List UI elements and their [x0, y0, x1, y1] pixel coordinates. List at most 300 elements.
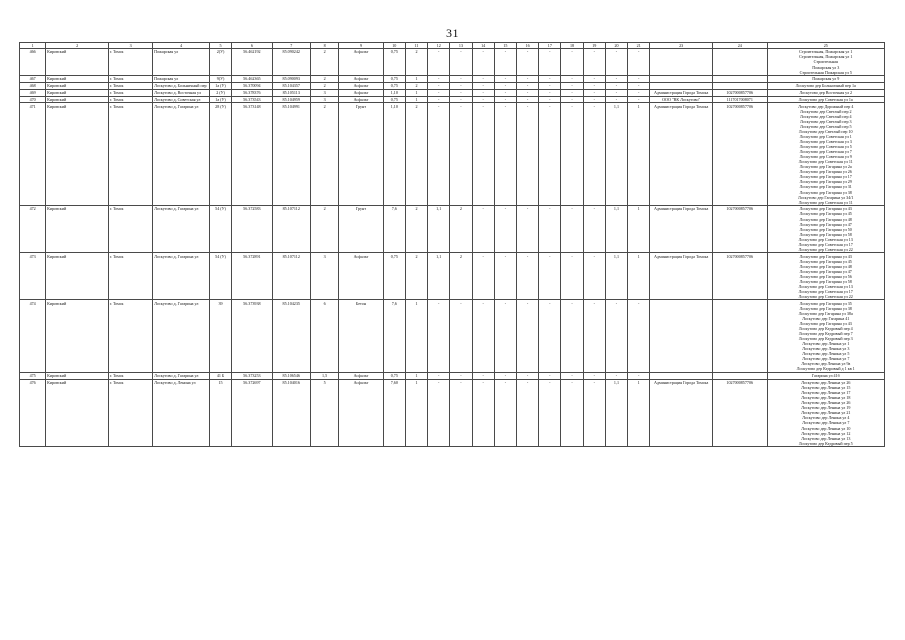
column-number-header: 5 — [209, 43, 231, 49]
surface-type-cell-text: Асфальт — [353, 90, 369, 96]
area-cell-text: 7,60 — [390, 380, 398, 386]
longitude-cell-text: 85.090093 — [282, 76, 300, 82]
street-cell-text: Лоскутово д, Гагарина ул — [154, 253, 199, 259]
served-address: Лоскутово дер Ленина ул 7 — [802, 420, 850, 426]
house-number-cell — [209, 49, 231, 76]
served-address: Лоскутово дер Советская ул 1 — [799, 134, 852, 139]
column-17-cell — [539, 82, 561, 89]
column-14-cell — [472, 379, 494, 446]
area-cell — [383, 206, 405, 253]
column-13-cell-text: - — [460, 83, 462, 89]
column-8-cell — [310, 103, 338, 206]
street-cell-text: Пожарская ул — [154, 76, 179, 82]
column-13-cell-text: - — [460, 103, 462, 109]
city-cell-text: г. Томск — [109, 253, 124, 259]
column-15-cell-text: - — [504, 103, 507, 109]
column-17-cell-text: - — [549, 380, 551, 386]
latitude-cell — [232, 89, 272, 96]
column-20-cell-text: - — [615, 90, 618, 96]
column-number-header: 20 — [605, 43, 627, 49]
surface-type-cell — [339, 372, 383, 379]
house-number-cell-text: 9(У) — [216, 76, 225, 82]
area-cell-text: 7,6 — [391, 206, 397, 212]
column-15-cell — [494, 82, 516, 89]
ogrn-cell-text: 1027000857706 — [726, 380, 754, 386]
row-number-cell — [20, 96, 46, 103]
column-13-cell — [450, 76, 472, 83]
column-12-cell-text: - — [438, 300, 440, 306]
city-cell — [108, 76, 152, 83]
city-cell-text: г. Томск — [109, 49, 124, 55]
served-address: Лоскутово дер Гагарина ул 47 — [799, 221, 852, 227]
column-21-cell — [628, 372, 650, 379]
area-cell-text: 0,75 — [390, 49, 398, 55]
served-addresses-cell — [767, 372, 884, 379]
column-21-cell — [628, 89, 650, 96]
house-number-cell — [209, 206, 231, 253]
ogrn-cell — [712, 76, 767, 83]
served-address: Лоскутово дер Советская ул 11 — [798, 199, 853, 205]
served-address: Лоскутово дер Ленина ул 26 — [801, 380, 851, 386]
surface-type-cell — [339, 76, 383, 83]
column-12-cell-text: 1,1 — [436, 253, 442, 259]
district-cell — [46, 379, 109, 446]
latitude-cell — [232, 82, 272, 89]
street-cell — [153, 82, 210, 89]
served-address: Лоскутово дер Гагарина ул 34/1 — [798, 194, 854, 200]
district-cell-text: Кировский — [47, 206, 67, 212]
served-address: Лоскутово дер Гагарина ул 48 — [799, 216, 852, 222]
column-8-cell-text: 3 — [323, 253, 326, 259]
served-address: Лоскутово дер Ленина ул 15 — [801, 385, 851, 391]
longitude-cell-text: 85.104016 — [282, 380, 300, 386]
column-number-header: 24 — [712, 43, 767, 49]
column-18-cell-text: - — [571, 373, 573, 379]
surface-type-cell — [339, 96, 383, 103]
street-cell-text: Лоскутово д, Гагарина ул — [154, 373, 199, 379]
column-number-header: 13 — [450, 43, 472, 49]
row-number-cell — [20, 82, 46, 89]
street-cell — [153, 253, 210, 300]
column-18-cell — [561, 96, 583, 103]
table-row — [20, 206, 885, 253]
column-11-cell-text: 1 — [415, 96, 418, 102]
column-19-cell — [583, 89, 605, 96]
column-21-cell-text: - — [638, 300, 640, 306]
column-number-header: 3 — [108, 43, 152, 49]
column-12-cell — [428, 89, 450, 96]
served-address: Лоскутово дер Ленина ул 5 — [802, 351, 850, 357]
longitude-cell-text: 85.106546 — [282, 373, 300, 379]
city-cell — [108, 372, 152, 379]
column-17-cell — [539, 96, 561, 103]
column-20-cell — [605, 76, 627, 83]
column-13-cell-text: - — [460, 76, 462, 82]
column-13-cell — [450, 372, 472, 379]
served-addresses-cell — [767, 379, 884, 446]
area-cell — [383, 103, 405, 206]
column-15-cell-text: - — [504, 49, 507, 55]
latitude-cell-text: 56.373253 — [243, 373, 261, 379]
column-11-cell-text: 2 — [415, 206, 418, 212]
served-address: Лоскутово дер Гагарина ул 17 — [799, 174, 852, 180]
column-21-cell-text: 1 — [637, 206, 640, 212]
longitude-cell — [272, 76, 310, 83]
served-address: Лоскутово дер Кедровый пер 5 — [798, 440, 853, 446]
house-number-cell-text: 41 Б — [216, 373, 225, 379]
city-cell — [108, 82, 152, 89]
column-17-cell — [539, 76, 561, 83]
column-20-cell-text: 1,1 — [613, 103, 620, 109]
served-address: Лоскутово дер Гагарина ул 26 — [799, 169, 852, 175]
owner-cell — [650, 103, 713, 206]
owner-cell — [650, 49, 713, 76]
column-16-cell-text: - — [526, 373, 529, 379]
district-cell-text: Кировский — [47, 373, 67, 379]
column-8-cell-text: 2 — [323, 49, 326, 55]
column-21-cell — [628, 49, 650, 76]
longitude-cell-text: 85.104235 — [282, 300, 300, 306]
street-cell-text: Лоскутово д, Больничный пер — [154, 83, 207, 89]
column-12-cell — [428, 206, 450, 253]
column-14-cell-text: - — [482, 380, 484, 386]
street-cell — [153, 49, 210, 76]
latitude-cell — [232, 300, 272, 372]
registry-table — [19, 42, 885, 447]
column-11-cell — [405, 206, 427, 253]
area-cell — [383, 96, 405, 103]
column-number-header: 16 — [517, 43, 539, 49]
served-address: Лоскутово дер Ленина ул 9а — [801, 361, 851, 367]
column-8-cell — [310, 96, 338, 103]
district-cell-text: Кировский — [47, 103, 67, 109]
column-13-cell — [450, 103, 472, 206]
longitude-cell-text: 85.104959 — [282, 96, 300, 102]
row-number-cell — [20, 89, 46, 96]
column-17-cell-text: - — [549, 49, 551, 55]
served-address: Строительная Пожарская ул 5 — [799, 69, 852, 75]
ogrn-cell-text: 1027000857706 — [726, 90, 754, 96]
house-number-cell — [209, 82, 231, 89]
district-cell — [46, 76, 109, 83]
column-18-cell — [561, 49, 583, 76]
served-address: Лоскутово дер Советская ул 22 — [798, 246, 853, 252]
column-15-cell — [494, 96, 516, 103]
column-21-cell-text: 1 — [637, 103, 640, 109]
column-13-cell-text: 2 — [459, 253, 462, 259]
street-cell-text: Лоскутово д, Восточная ул — [154, 90, 201, 96]
served-address: Лоскутово дер Гагарина ул 56 — [799, 273, 852, 279]
district-cell — [46, 96, 109, 103]
served-address: Лоскутово дер Светлый пер 4 — [799, 113, 852, 119]
table-row — [20, 76, 885, 83]
column-18-cell — [561, 300, 583, 372]
longitude-cell-text: 85.090242 — [282, 49, 300, 55]
column-15-cell-text: - — [504, 253, 507, 259]
owner-cell — [650, 379, 713, 446]
surface-type-cell-text: Бетон — [355, 300, 367, 306]
column-13-cell — [450, 82, 472, 89]
ogrn-cell — [712, 206, 767, 253]
column-21-cell-text: - — [638, 49, 640, 55]
column-11-cell-text: 1 — [415, 300, 418, 306]
served-address: Строительная — [813, 59, 838, 65]
column-19-cell — [583, 49, 605, 76]
served-address: Лоскутово дер Гагарина ул 58 — [799, 231, 852, 237]
city-cell-text: г. Томск — [109, 76, 124, 82]
column-19-cell — [583, 300, 605, 372]
column-19-cell-text: - — [593, 49, 595, 55]
column-20-cell — [605, 300, 627, 372]
house-number-cell-text: 2 (У) — [216, 90, 225, 96]
latitude-cell-text: 56.462365 — [243, 76, 261, 82]
surface-type-cell — [339, 82, 383, 89]
house-number-cell — [209, 96, 231, 103]
column-12-cell — [428, 379, 450, 446]
column-8-cell — [310, 253, 338, 300]
owner-cell — [650, 253, 713, 300]
column-11-cell-text: 1 — [415, 380, 418, 386]
column-12-cell-text: - — [438, 83, 440, 89]
street-cell — [153, 103, 210, 206]
column-13-cell-text: - — [460, 300, 462, 306]
latitude-cell — [232, 76, 272, 83]
owner-cell-text: Администрация Города Томска — [653, 90, 709, 96]
served-address: Лоскутово дер Советская ул 17 — [798, 241, 853, 247]
city-cell-text: г. Томск — [109, 380, 124, 386]
surface-type-cell-text: Асфальт — [353, 83, 369, 89]
column-20-cell-text: - — [615, 49, 618, 55]
column-16-cell — [517, 206, 539, 253]
city-cell — [108, 89, 152, 96]
column-18-cell — [561, 206, 583, 253]
table-row — [20, 372, 885, 379]
column-20-cell — [605, 206, 627, 253]
column-19-cell-text: - — [593, 253, 595, 259]
column-number-header: 25 — [767, 43, 884, 49]
column-20-cell — [605, 103, 627, 206]
column-12-cell-text: - — [438, 49, 440, 55]
column-12-cell — [428, 103, 450, 206]
column-15-cell — [494, 103, 516, 206]
column-number-header: 4 — [153, 43, 210, 49]
served-address: Лоскутово дер Гагарина ул 29 — [799, 179, 852, 185]
owner-cell — [650, 82, 713, 89]
column-17-cell — [539, 206, 561, 253]
row-number-cell-text: 466 — [29, 49, 36, 55]
served-address: Лоскутово дер Гагарина ул 31 — [799, 184, 852, 190]
city-cell — [108, 49, 152, 76]
district-cell — [46, 206, 109, 253]
row-number-cell-text: 468 — [29, 83, 36, 89]
column-18-cell-text: - — [571, 380, 573, 386]
latitude-cell-text: 56.462192 — [243, 49, 261, 55]
ogrn-cell — [712, 103, 767, 206]
column-16-cell — [517, 253, 539, 300]
column-17-cell-text: - — [549, 373, 551, 379]
column-20-cell — [605, 82, 627, 89]
house-number-cell-text: 2(У) — [216, 49, 225, 55]
surface-type-cell — [339, 49, 383, 76]
column-13-cell-text: - — [460, 49, 462, 55]
column-13-cell — [450, 300, 472, 372]
district-cell — [46, 82, 109, 89]
surface-type-cell-text: Грунт — [355, 206, 367, 212]
district-cell-text: Кировский — [47, 380, 67, 386]
column-18-cell — [561, 103, 583, 206]
column-8-cell-text: 2 — [323, 83, 326, 89]
column-21-cell — [628, 206, 650, 253]
column-11-cell-text: 1 — [415, 373, 418, 379]
column-20-cell-text: - — [615, 373, 618, 379]
column-16-cell — [517, 372, 539, 379]
street-cell — [153, 96, 210, 103]
served-address: Лоскутово дер Кедровый пер 7 — [798, 331, 853, 337]
house-number-cell — [209, 103, 231, 206]
served-address: Лоскутово дер Кедровый пер 4 — [798, 326, 853, 332]
table-row — [20, 300, 885, 372]
street-cell-text: Лоскутово д, Гагарина ул — [154, 103, 199, 109]
house-number-cell — [209, 89, 231, 96]
column-21-cell-text: - — [638, 83, 640, 89]
column-11-cell — [405, 253, 427, 300]
house-number-cell — [209, 253, 231, 300]
column-19-cell — [583, 96, 605, 103]
column-13-cell-text: 2 — [459, 206, 462, 212]
ogrn-cell — [712, 49, 767, 76]
district-cell-text: Кировский — [47, 300, 67, 306]
column-11-cell-text: 2 — [415, 49, 418, 55]
surface-type-cell-text: Асфальт — [353, 49, 369, 55]
column-12-cell-text: - — [438, 96, 440, 102]
street-cell — [153, 206, 210, 253]
column-number-header: 6 — [232, 43, 272, 49]
column-8-cell — [310, 379, 338, 446]
column-14-cell — [472, 300, 494, 372]
column-17-cell-text: - — [549, 253, 551, 259]
latitude-cell — [232, 253, 272, 300]
column-15-cell-text: - — [504, 83, 507, 89]
surface-type-cell — [339, 379, 383, 446]
ogrn-cell-text: 1027000857706 — [726, 253, 754, 259]
column-19-cell-text: - — [593, 206, 595, 212]
column-11-cell-text: 1 — [415, 90, 418, 96]
row-number-cell — [20, 379, 46, 446]
row-number-cell — [20, 206, 46, 253]
column-15-cell-text: - — [504, 76, 507, 82]
column-19-cell-text: - — [593, 90, 595, 96]
house-number-cell-text: 28 (У) — [215, 103, 226, 109]
column-number-header: 9 — [339, 43, 383, 49]
district-cell-text: Кировский — [47, 90, 67, 96]
latitude-cell-text: 56.373148 — [243, 103, 261, 109]
area-cell-text: 0,75 — [390, 96, 398, 102]
column-18-cell — [561, 82, 583, 89]
served-addresses-cell — [767, 49, 884, 76]
column-number-header: 2 — [46, 43, 109, 49]
column-13-cell-text: - — [460, 373, 462, 379]
served-address: Лоскутово дер Светлый пер 3 — [799, 118, 852, 124]
column-18-cell — [561, 372, 583, 379]
column-number-header: 11 — [405, 43, 427, 49]
column-12-cell-text: - — [438, 76, 440, 82]
row-number-cell — [20, 103, 46, 206]
longitude-cell — [272, 379, 310, 446]
column-15-cell — [494, 76, 516, 83]
column-11-cell — [405, 49, 427, 76]
column-17-cell-text: - — [549, 206, 551, 212]
column-12-cell — [428, 96, 450, 103]
served-address: Лоскутово дер Ленина ул 17 — [801, 390, 851, 396]
longitude-cell-text: 85.104991 — [282, 103, 300, 109]
column-15-cell-text: - — [504, 380, 507, 386]
served-address: Лоскутово дер Гагарина ул 47 — [799, 268, 852, 274]
column-number-header: 10 — [383, 43, 405, 49]
column-14-cell — [472, 96, 494, 103]
served-address: Лоскутово дер Ленина ул 26 — [801, 400, 851, 406]
city-cell — [108, 96, 152, 103]
column-number-header: 8 — [310, 43, 338, 49]
ogrn-cell — [712, 82, 767, 89]
column-8-cell — [310, 372, 338, 379]
city-cell — [108, 253, 152, 300]
table-row — [20, 379, 885, 446]
column-19-cell-text: - — [593, 300, 595, 306]
house-number-cell-text: 54 (У) — [215, 253, 226, 259]
column-19-cell — [583, 82, 605, 89]
column-18-cell-text: - — [571, 300, 573, 306]
column-13-cell-text: - — [460, 96, 462, 102]
column-16-cell-text: - — [526, 96, 529, 102]
column-21-cell — [628, 96, 650, 103]
longitude-cell-text: 85.107112 — [282, 206, 300, 212]
served-address: Лоскутово дер Советская ул 13 — [798, 283, 853, 289]
column-15-cell-text: - — [504, 373, 507, 379]
served-address: Лоскутово дер Гагарина ул 35 — [799, 300, 852, 306]
surface-type-cell-text: Грунт — [355, 103, 367, 109]
column-16-cell — [517, 49, 539, 76]
column-16-cell-text: - — [526, 206, 529, 212]
column-20-cell-text: - — [615, 96, 618, 102]
district-cell — [46, 253, 109, 300]
longitude-cell-text: 85.107112 — [282, 253, 300, 259]
column-19-cell-text: - — [593, 380, 595, 386]
column-16-cell — [517, 103, 539, 206]
column-12-cell — [428, 372, 450, 379]
surface-type-cell-text: Асфальт — [353, 373, 369, 379]
column-21-cell-text: 1 — [637, 253, 640, 259]
served-addresses-cell — [767, 96, 884, 103]
column-8-cell-text: 2 — [323, 103, 326, 109]
surface-type-cell — [339, 300, 383, 372]
column-12-cell-text: - — [438, 380, 440, 386]
table-row — [20, 49, 885, 76]
ogrn-cell — [712, 300, 767, 372]
owner-cell — [650, 76, 713, 83]
district-cell — [46, 300, 109, 372]
column-16-cell-text: - — [526, 83, 529, 89]
street-cell — [153, 372, 210, 379]
street-cell-text: Лоскутово д, Гагарина ул — [154, 206, 199, 212]
district-cell — [46, 103, 109, 206]
area-cell-text: 0,75 — [390, 253, 398, 259]
column-11-cell — [405, 82, 427, 89]
column-number-header: 19 — [583, 43, 605, 49]
column-16-cell-text: - — [526, 76, 529, 82]
row-number-cell-text: 474 — [29, 300, 36, 306]
owner-cell — [650, 206, 713, 253]
column-20-cell — [605, 372, 627, 379]
